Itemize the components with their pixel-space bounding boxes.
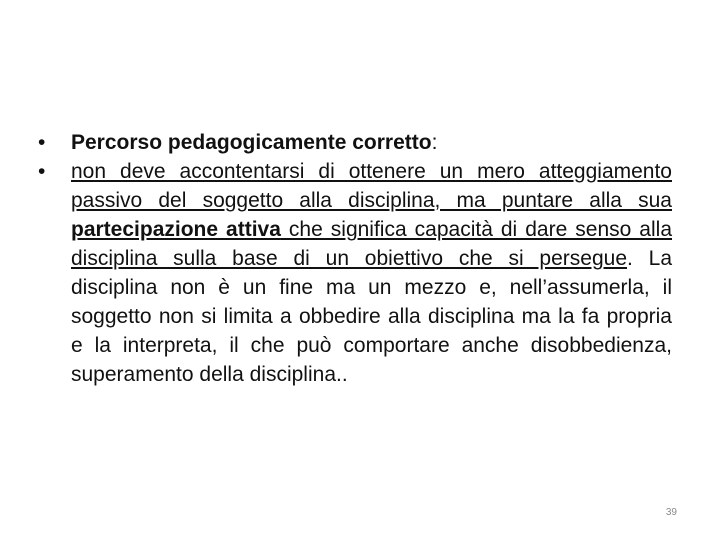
bullet-marker: • [38, 160, 46, 183]
emphasis-text: partecipazione attiva [71, 218, 281, 241]
bullet-item-1 [36, 128, 672, 157]
bullet-1-heading: Percorso pedagogicamente corretto [71, 131, 432, 154]
underlined-text: non deve accontentarsi di ottenere un mero atteggiamento passivo del soggetto alla disciplina, ma puntare alla sua [71, 160, 672, 212]
body-text: . La disciplina non è un fine ma un mezzo e, nell’assumerla, il soggetto non si limita a obbedire alla disciplina ma la fa propria e la interpreta, il che può comportare anche disobbedienza, superamento della disciplina.. [71, 247, 673, 386]
bullet-marker: • [38, 131, 46, 154]
bullet-item-2 [36, 157, 672, 389]
slide-body [36, 128, 672, 389]
underlined-text: che significa capacità di dare senso alla disciplina sulla base di un obiettivo che si persegue [71, 218, 672, 270]
bullet-1-colon: : [431, 131, 438, 154]
page-number: 39 [665, 507, 677, 518]
